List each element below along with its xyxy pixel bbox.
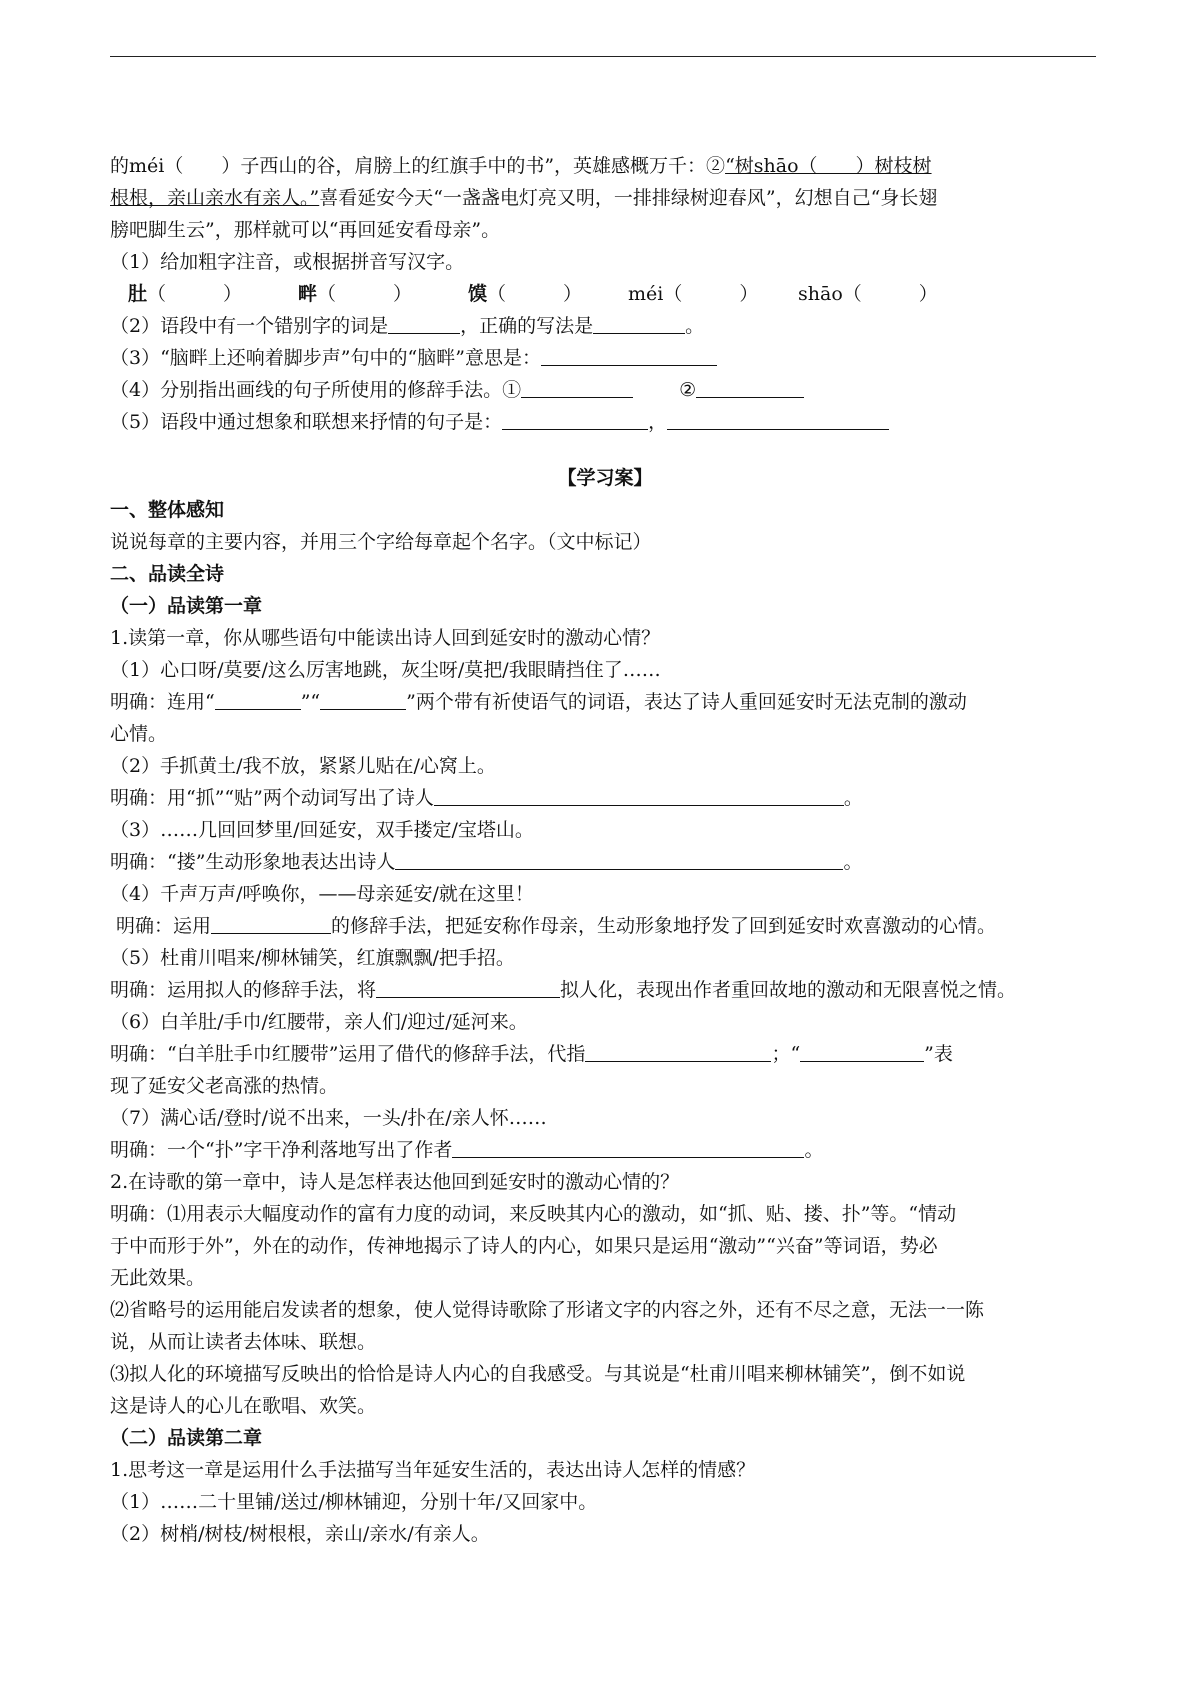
- answer-line: 心情。: [110, 723, 168, 745]
- section-title: 【学习案】: [557, 467, 653, 489]
- subheading-chapter-1: （一）品读第一章: [110, 595, 263, 617]
- pinyin-item: 畔（ ）: [298, 283, 413, 305]
- answer-blank[interactable]: [211, 911, 331, 934]
- answer-blank[interactable]: [320, 687, 406, 710]
- passage-text: 的méi（ ）子西山的谷，肩膀上的红旗手中的书”，英雄感概万千：②: [110, 155, 726, 177]
- answer-text: 说，从而让读者去体味、联想。: [110, 1331, 377, 1353]
- answer-blank[interactable]: [452, 1135, 804, 1158]
- quote-item: （4）千声万声/呼唤你，——母亲延安/就在这里！: [110, 883, 534, 905]
- answer-line: 明确：一个“扑”字干净利落地写出了作者 。: [110, 1134, 1100, 1166]
- answer-line: 明确：“搂”生动形象地表达出诗人 。: [110, 846, 1100, 878]
- quote-item: （2）树梢/树枝/树根根，亲山/亲水/有亲人。: [110, 1523, 490, 1545]
- answer-text: ⑶拟人化的环境描写反映出的恰恰是诗人内心的自我感受。与其说是“杜甫川唱来柳林铺笑”，倒不如说: [110, 1363, 966, 1385]
- question: 1.思考这一章是运用什么手法描写当年延安生活的，表达出诗人怎样的情感？: [110, 1459, 756, 1481]
- quote-item: （1）心口呀/莫要/这么厉害地跳，灰尘呀/莫把/我眼睛挡住了……: [110, 659, 661, 681]
- answer-text: 无此效果。: [110, 1267, 206, 1289]
- question-1: （1）给加粗字注音，或根据拼音写汉字。: [110, 251, 465, 273]
- heading-reading: 二、品读全诗: [110, 563, 225, 585]
- answer-blank[interactable]: [800, 1039, 924, 1062]
- pinyin-row: [110, 278, 1100, 310]
- answer-blank[interactable]: [376, 975, 560, 998]
- answer-line: 明确：运用拟人的修辞手法，将 拟人化，表现出作者重回故地的激动和无限喜悦之情。: [110, 974, 1100, 1006]
- pinyin-item: méi（ ）: [628, 283, 759, 305]
- answer-line: 明确：连用“ ”“ ”两个带有祈使语气的词语，表达了诗人重回延安时无法克制的激动: [110, 686, 1100, 718]
- passage-text: 喜看延安今天“一盏盏电灯亮又明，一排排绿树迎春风”，幻想自己“身长翅: [319, 187, 938, 209]
- answer-blank[interactable]: [521, 375, 633, 398]
- question-4: （4）分别指出画线的句子所使用的修辞手法。① ②: [110, 374, 1100, 406]
- quote-item: （3）……几回回梦里/回延安，双手搂定/宝塔山。: [110, 819, 534, 841]
- answer-blank[interactable]: [434, 783, 844, 806]
- answer-blank[interactable]: [388, 311, 460, 334]
- answer-blank[interactable]: [696, 375, 804, 398]
- answer-line: 明确：运用 的修辞手法，把延安称作母亲，生动形象地抒发了回到延安时欢喜激动的心情。: [110, 910, 1100, 942]
- question: 2.在诗歌的第一章中，诗人是怎样表达他回到延安时的激动心情的？: [110, 1171, 680, 1193]
- question: 1.读第一章，你从哪些语句中能读出诗人回到延安时的激动心情？: [110, 627, 661, 649]
- answer-blank[interactable]: [667, 407, 889, 430]
- quote-item: （5）杜甫川唱来/柳林铺笑，红旗飘飘/把手招。: [110, 947, 515, 969]
- underlined-sentence: 根根，亲山亲水有亲人。”: [110, 187, 320, 209]
- passage-line-1: [110, 150, 1100, 182]
- pinyin-item: 馍（ ）: [468, 283, 583, 305]
- answer-blank[interactable]: [585, 1039, 771, 1062]
- subheading-chapter-2: （二）品读第二章: [110, 1427, 263, 1449]
- answer-text: 于中而形于外”，外在的动作，传神地揭示了诗人的内心，如果只是运用“激动”“兴奋”等词语，势必: [110, 1235, 938, 1257]
- answer-blank[interactable]: [215, 687, 301, 710]
- underlined-sentence: “树shāo（ ）树枝树: [725, 155, 932, 177]
- pinyin-item: shāo（ ）: [798, 283, 938, 305]
- passage-line-2: [110, 182, 1100, 214]
- answer-line: 明确：“白羊肚手巾红腰带”运用了借代的修辞手法，代指 ；“ ”表: [110, 1038, 1100, 1070]
- answer-text: ⑵省略号的运用能启发读者的想象，使人觉得诗歌除了形诸文字的内容之外，还有不尽之意，无法一一陈: [110, 1299, 985, 1321]
- pinyin-item: 肚（ ）: [128, 283, 243, 305]
- answer-blank[interactable]: [541, 343, 717, 366]
- question-2: （2）语段中有一个错别字的词是 ，正确的写法是 。: [110, 310, 1100, 342]
- question-5: （5）语段中通过想象和联想来抒情的句子是： ，: [110, 406, 1100, 438]
- passage-line-3: 膀吧脚生云”，那样就可以“再回延安看母亲”。: [110, 219, 501, 241]
- header-rule: [110, 56, 1096, 57]
- answer-blank[interactable]: [395, 847, 843, 870]
- quote-item: （6）白羊肚/手巾/红腰带，亲人们/迎过/延河来。: [110, 1011, 528, 1033]
- document-body: [110, 150, 1100, 1550]
- paragraph: 说说每章的主要内容，并用三个字给每章起个名字。（文中标记）: [110, 531, 652, 553]
- answer-line: 明确：用“抓”“贴”两个动词写出了诗人 。: [110, 782, 1100, 814]
- answer-blank[interactable]: [502, 407, 648, 430]
- answer-text: 这是诗人的心儿在歌唱、欢笑。: [110, 1395, 377, 1417]
- answer-blank[interactable]: [593, 311, 685, 334]
- answer-line: 现了延安父老高涨的热情。: [110, 1075, 339, 1097]
- quote-item: （2）手抓黄土/我不放，紧紧儿贴在/心窝上。: [110, 755, 496, 777]
- heading-overview: 一、整体感知: [110, 499, 225, 521]
- quote-item: （1）……二十里铺/送过/柳林铺迎，分别十年/又回家中。: [110, 1491, 598, 1513]
- answer-text: 明确：⑴用表示大幅度动作的富有力度的动词，来反映其内心的激动，如“抓、贴、搂、扑”等。“情动: [110, 1203, 957, 1225]
- quote-item: （7）满心话/登时/说不出来，一头/扑在/亲人怀……: [110, 1107, 547, 1129]
- question-3: （3）“脑畔上还响着脚步声”句中的“脑畔”意思是：: [110, 342, 1100, 374]
